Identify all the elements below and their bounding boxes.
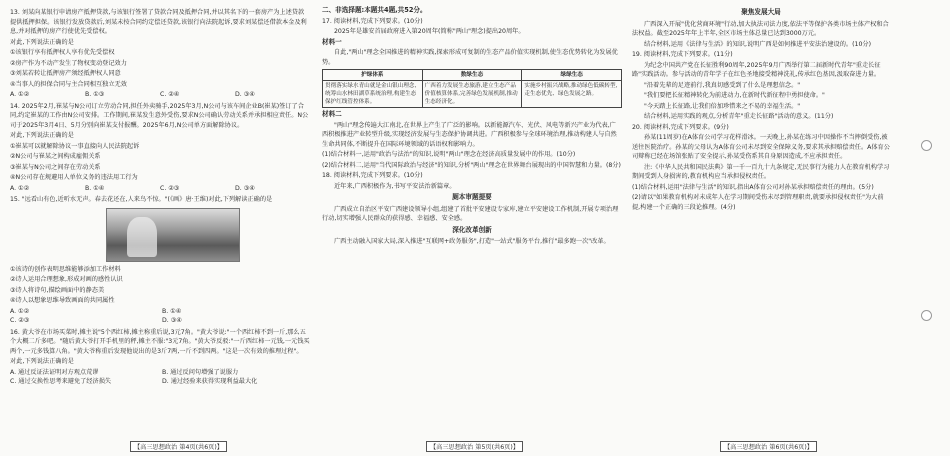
q13-option-c[interactable]: C. ②④ (160, 91, 180, 98)
q17-heading: 17. 阅读材料,完成下列要求。(10分) (322, 17, 423, 25)
binding-margin (904, 0, 944, 456)
table-header-1: 护绿体系 (323, 70, 422, 81)
q14-stem: 14. 2025年2月,崔某与N公司订立劳动合同,担任外卖骑手,2025年3月,N公司与该车间企业B(崔某)签订了合同,约定崔某的工作由N公司安排。工作期间,崔某发生意外受伤,要求N公司确认劳动关系并承担相应责任。N公司于2025年3月4日、5月分别向崔某支付报酬。2025年6月,N公司单方面解除协议。 (10, 102, 309, 129)
q17-part-2: (2)结合材料二,运用"当代国际政治与经济"的知识,分析"两山"理念在世界舞台展现出的中国智慧和力量。(8分) (322, 161, 621, 169)
binding-hole-icon (921, 140, 932, 151)
q15-item-1: ①该诗的创作表明思维能够添加工作材料 (10, 265, 121, 273)
q16-option-a[interactable]: A. 通过反证法证明对方观点荒谬 (10, 368, 99, 376)
q13-item-1: ①该银行享有抵押权人享有优先受偿权 (10, 49, 115, 56)
q16-option-b[interactable]: B. 通过反问句增强了说服力 (162, 368, 239, 376)
table-cell-1: 贯彻落实绿水青山就是金山银山理念,统筹山水林田湖草系统治理,构建生态保护红线管控体系。 (325, 83, 417, 105)
q16-option-c[interactable]: C. 通过交换性思考来避免了经济损失 (10, 378, 112, 385)
q14-option-d[interactable]: D. ③④ (235, 184, 255, 192)
page-5-column (322, 6, 622, 436)
material-2-title: 材料二 (322, 110, 342, 118)
q13-option-d[interactable]: D. ③④ (235, 91, 255, 98)
q17-intro: 2025年是雄安首届政府进入第20周年(简称"两山"理念)提出20周年。 (334, 28, 525, 35)
q20-part-2: (2)请以"如果教育机构对未成年人在学习期间受伤未尽到管理职责,就要承担侵权责任"为大前提,构建一个正确的三段论推理。(4分) (632, 194, 884, 211)
q18-question: 结合材料,运用《法律与生活》的知识,说明广西是如何推进平安法治建设的。(10分) (644, 40, 872, 48)
table-cell-3: 实施乡村振兴战略,推动绿色低碳转型,走生态优先、绿色发展之路。 (524, 83, 618, 97)
q14-option-c[interactable]: C. ②③ (160, 184, 180, 192)
q16-options-row1 (10, 368, 310, 378)
q13-option-b[interactable]: B. ①③ (85, 91, 105, 98)
question-15 (10, 195, 310, 326)
material-2-text: "两山"理念传遍大江南北,在世界上产生了广泛的影响。以新能源汽车、光伏、风电等新兴产业为代表,广西积极推进产业转型升级,实现经济发展与生态保护协调共进。广西积极参与全球环境治理,推动构建人与自然生命共同体,不断提升在国际环境领域的话语权和影响力。 (322, 121, 617, 148)
table-column-3 (522, 70, 621, 107)
q15-stem: 15. "远看山有色,近听水无声。春去花还在,人来鸟不惊。"(《画》唐·王维)对此,下列解读正确的是 (10, 196, 273, 203)
development-text: 广西深入开展"优化营商环境"行动,加大执法司法力度,依法平等保护各类市场主体产权和合法权益。截至2025年年上半年,全区市场主体总量已达到3000万元。 (632, 20, 889, 37)
q13-stem: 13. 刘某向某银行申请房产抵押贷款,与该银行签署了贷款合同及抵押合同,并以其名下的一套房产为上述贷款提供抵押担保。该银行发放贷款后,刘某未按合同约定偿还贷款,该银行向法院起诉,要求刘某偿还借款本金及利息,并对抵押的房产行使优先受偿权。 (10, 9, 307, 35)
q19-quote-3: "今天踏上长征路,让我们倍加珍惜来之不易的幸福生活。" (644, 102, 801, 110)
q15-options-row1 (10, 307, 310, 317)
q13-intro: 对此,下列说法正确的是 (10, 38, 74, 46)
table-header-3: 绿绿生态 (522, 70, 621, 81)
q19-ask: 结合材料,运用实践的观点,分析青年"重走长征路"活动的意义。(11分) (644, 113, 834, 120)
question-13 (10, 8, 310, 100)
table-header-2: 数绿生态 (423, 70, 522, 81)
q16-options-row2 (10, 377, 310, 387)
q18-intro: 近年来,广西积极作为,书写平安法治新篇章。 (334, 182, 456, 190)
q14-item-4: ④N公司存在规避用人单位义务的违法用工行为 (10, 174, 138, 181)
landscape-painting-image (106, 208, 240, 262)
q20-part-1: (1)结合材料,运用"法律与生活"的知识,指出A体育公司对孙某承担赔偿责任的理由。(5分) (632, 183, 874, 191)
section-heading: 二、非选择题:本题共4题,共52分。 (322, 6, 427, 14)
subheading-1-text: 广西成立自治区平安广西建设领导小组,组建了首批平安建设专家库,建立平安建设工作机制,开展专项治理行动,切实增强人民群众的获得感、幸福感、安全感。 (322, 205, 619, 222)
binding-hole-icon (921, 310, 932, 321)
q17-part-1: (1)结合材料一,运用"政治与法治"的知识,说明"两山"理念在经济高质量发展中的作用。(10分) (322, 151, 576, 158)
q15-item-4: ④诗人以想象思维导致画面的共同属性 (10, 297, 115, 304)
q20-heading: 20. 阅读材料,完成下列要求。(9分) (632, 123, 729, 131)
subheading-2-text: 广西主动融入国家大局,深入推进"互联网+政务服务",打造"一站式"服务平台,推行"最多跑一次"改革。 (334, 238, 610, 245)
q19-quote-1: "沿着先辈的足迹前行,我真切感受到了什么是理想信念。" (644, 81, 801, 89)
question-16 (10, 328, 310, 387)
section-title-development: 聚焦发展大局 (741, 8, 781, 16)
q14-intro: 对此,下列说法正确的是 (10, 132, 74, 139)
subheading-2: 深化改革创新 (452, 225, 492, 234)
q19-heading: 19. 阅读材料,完成下列要求。(11分) (632, 51, 733, 58)
page-6-column (632, 6, 890, 436)
q20-note: 注:《中华人民共和国民法典》第一千一百九十九条规定,无民事行为能力人在教育机构学习期间受到人身损害的,教育机构应当承担侵权责任。 (632, 163, 890, 180)
q18-heading: 18. 阅读材料,完成下列要求。(10分) (322, 172, 423, 179)
q15-option-d[interactable]: D. ③④ (162, 317, 182, 324)
subheading-1: 厕本审题提要 (452, 193, 492, 201)
material-table (322, 69, 622, 108)
material-1-text: 自此,"两山"理念全国推进的精神实践,探索形成可复制的生态产品价值实现机制,使生态优势转化为发展优势。 (322, 49, 618, 66)
q16-option-d[interactable]: D. 通过经验来获得实现利益最大化 (162, 378, 258, 385)
q15-options-row2 (10, 316, 310, 326)
q15-item-2: ②诗人运用合理想象,形成对画的感性认识 (10, 276, 123, 283)
q15-option-c[interactable]: C. ②③ (10, 317, 30, 324)
q13-options (10, 90, 310, 100)
q14-item-2: ②N公司与崔某之间构成雇佣关系 (10, 153, 101, 160)
q19-text: 为纪念中国共产党在长征胜利90周年,2025年9月广西举行第二届新时代青年"重走长征路"实践活动。参与活动的青年学子在红色圣地接受精神洗礼,传承红色基因,汲取奋进力量。 (632, 61, 881, 78)
question-14 (10, 102, 310, 194)
q15-option-a[interactable]: A. ①② (10, 307, 30, 315)
page-6-footer: 【高三思想政治 第6页(共6页)】 (720, 441, 817, 452)
q13-option-a[interactable]: A. ①② (10, 91, 30, 98)
q14-options (10, 184, 310, 194)
q14-option-a[interactable]: A. ①② (10, 184, 30, 192)
q15-item-3: ③诗人将诗句,描绘画面中的静态美 (10, 286, 105, 294)
q13-item-3: ③刘某若转让抵押房产须经抵押权人同意 (10, 70, 121, 77)
table-column-1 (323, 70, 423, 107)
q16-stem: 16. 黄大爷在市场买菜时,摊主说"5个西红柿,摊主称重后说,3元7角。"黄大爷说:"一个西红柿不到一斤,那么五个大概二斤多吧。"随后黄大爷打开手机里的秤,摊主不服:"3元7角。"黄大爷反驳:"一斤西红柿一元钱,一元钱买两个,一元多钱算八角。"黄大爷称重后发现他说出的是3斤7两,一斤不到四两。"这是一次有效的推理过程"。 (10, 328, 310, 355)
table-cell-2: 广西着力发展生态旅游,建立生态产品价值核算体系,完善绿色发展机制,推动生态经济化。 (424, 83, 518, 105)
page-4-footer: 【高三思想政治 第4页(共6页)】 (130, 441, 227, 452)
table-column-2 (423, 70, 523, 107)
page-5-footer: 【高三思想政治 第5页(共6页)】 (426, 441, 523, 452)
q14-item-1: ①崔某可以就解除协议一事直接向人民法院起诉 (10, 142, 140, 150)
page-4-column (10, 6, 310, 436)
q13-item-4: ④当事人的担保合同与主合同相互独立无效 (10, 80, 127, 88)
q14-option-b[interactable]: B. ①④ (85, 184, 105, 192)
q14-item-3: ③崔某与N公司之间存在劳动关系 (10, 163, 101, 171)
q15-option-b[interactable]: B. ①④ (162, 307, 182, 315)
material-1-title: 材料一 (322, 37, 342, 46)
q20-text: 孙某(11周岁)在A体育公司学习花样滑冰。一天晚上,孙某在练习中因操作不当摔倒受伤,被送往医院治疗。孙某的父母认为A体育公司未尽到安全保障义务,要求其承担赔偿责任。A体育公司辩称已经在场馆张贴了安全提示,孙某受伤系其自身原因造成,不应承担责任。 (632, 134, 890, 160)
q13-item-2: ②房产作为不动产发生了物权变动登记效力 (10, 59, 127, 67)
q16-intro: 对此,下列说法正确的是 (10, 358, 74, 365)
q19-quote-2: "我们要把长征精神转化为前进动力,在新时代新征程中勇担使命。" (644, 92, 825, 99)
